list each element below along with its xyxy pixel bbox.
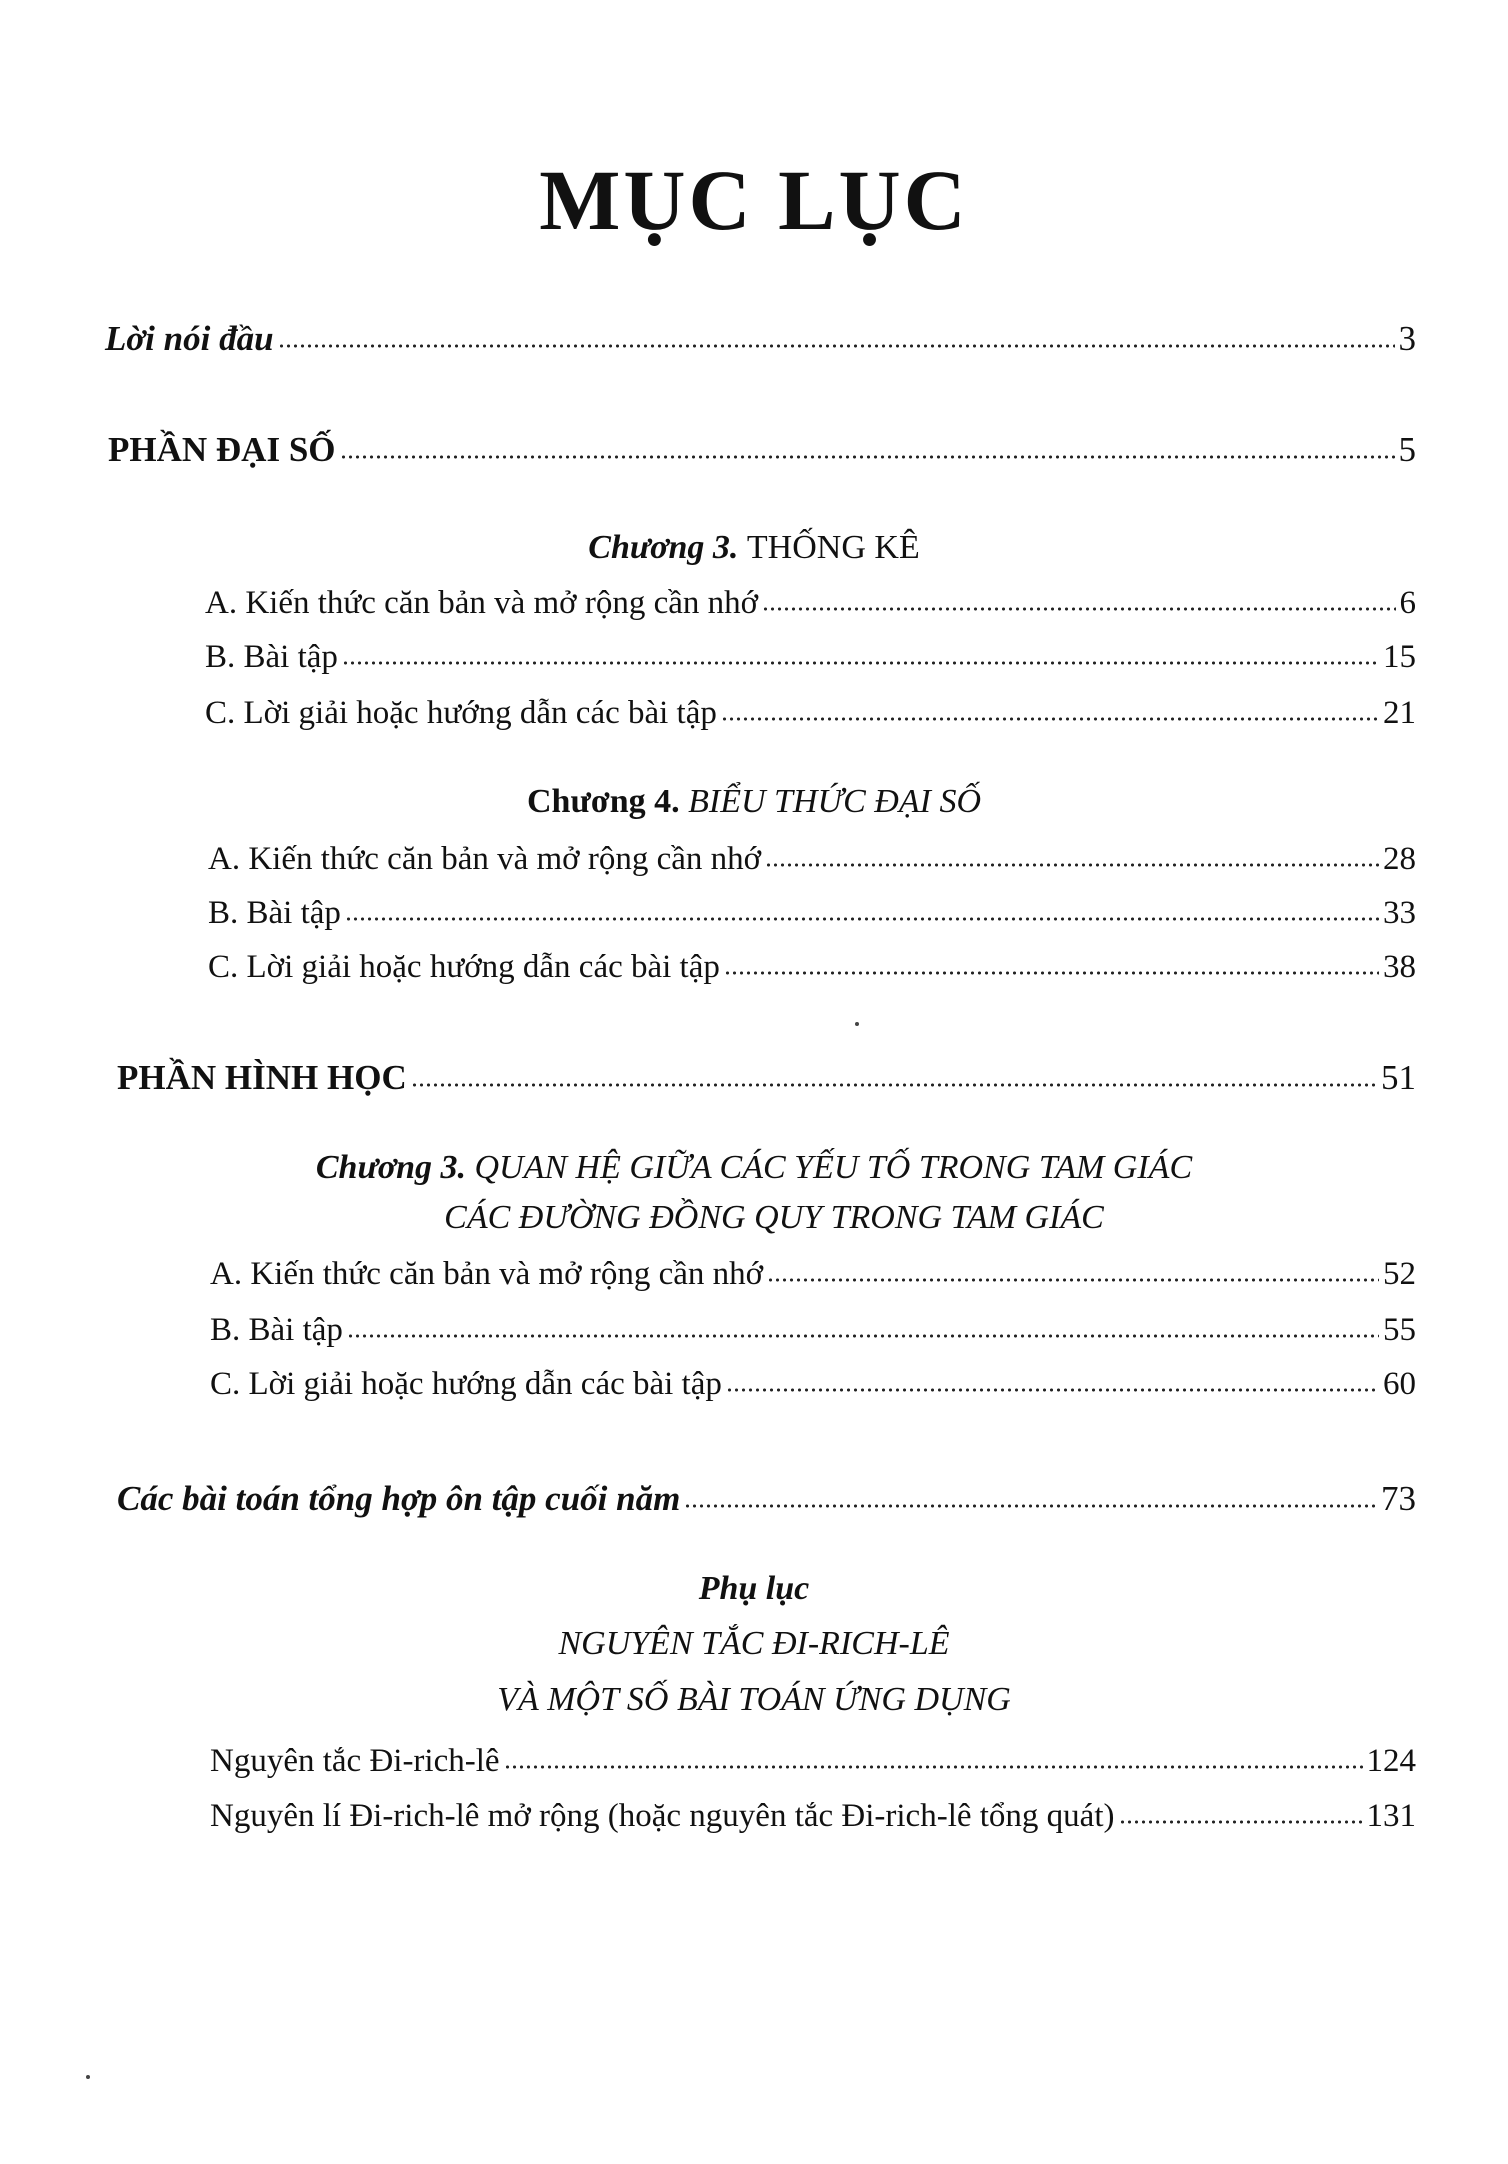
toc-entry-label: C. Lời giải hoặc hướng dẫn các bài tập [210, 1366, 722, 1402]
toc-entry-page: 60 [1383, 1366, 1416, 1402]
appendix-title-text: Phụ lục [698, 1570, 810, 1607]
toc-entry-label: C. Lời giải hoặc hướng dẫn các bài tập [205, 695, 717, 731]
toc-entry-label: A. Kiến thức căn bản và mở rộng cần nhớ [205, 585, 759, 621]
toc-entry-algebra-4c [208, 946, 1416, 988]
leader-dots [345, 915, 1379, 923]
toc-entry-label: PHẦN HÌNH HỌC [117, 1058, 407, 1097]
toc-entry-label: A. Kiến thức căn bản và mở rộng cần nhớ [210, 1256, 764, 1292]
toc-entry-algebra-4a [208, 838, 1416, 880]
chapter-name: BIỂU THỨC ĐẠI SỐ [688, 783, 981, 820]
chapter-prefix: Chương 4. [527, 783, 680, 820]
toc-entry-algebra-4b [208, 892, 1416, 934]
leader-dots [684, 1502, 1377, 1510]
toc-entry-label: PHẦN ĐẠI SỐ [108, 430, 336, 469]
leader-dots [340, 453, 1395, 461]
toc-entry-page: 3 [1398, 319, 1416, 358]
leader-dots [726, 1386, 1379, 1394]
chapter-prefix: Chương 3. [315, 1149, 466, 1186]
chapter-heading-algebra-3 [0, 526, 1508, 570]
toc-entry-page: 15 [1383, 639, 1416, 675]
toc-entry-page: 124 [1366, 1743, 1416, 1779]
leader-dots [767, 1276, 1379, 1284]
leader-dots [411, 1081, 1377, 1089]
toc-entry-label: B. Bài tập [205, 639, 338, 675]
chapter-name-line-1: QUAN HỆ GIỮA CÁC YẾU TỐ TRONG TAM GIÁC [474, 1149, 1193, 1186]
toc-entry-label: Nguyên tắc Đi-rich-lê [210, 1743, 500, 1779]
toc-entry-geometry [117, 1057, 1416, 1099]
toc-entry-page: 131 [1366, 1798, 1416, 1834]
leader-dots [721, 715, 1379, 723]
toc-entry-page: 52 [1383, 1256, 1416, 1292]
toc-entry-algebra-3c [205, 692, 1416, 734]
toc-entry-review [117, 1478, 1416, 1520]
leader-dots [724, 969, 1379, 977]
chapter-heading-geometry-3 [0, 1146, 1508, 1190]
appendix-subtitle-text-2: VÀ MỘT SỐ BÀI TOÁN ỨNG DỤNG [497, 1681, 1011, 1718]
toc-entry-page: 55 [1383, 1312, 1416, 1348]
toc-entry-page: 6 [1399, 585, 1416, 621]
toc-entry-geometry-3b [210, 1309, 1416, 1351]
toc-entry-algebra [108, 429, 1416, 471]
leader-dots [504, 1763, 1363, 1771]
appendix-subtitle-text-1: NGUYÊN TẮC ĐI-RICH-LÊ [558, 1625, 950, 1662]
toc-entry-label: A. Kiến thức căn bản và mở rộng cần nhớ [208, 841, 762, 877]
appendix-title [0, 1567, 1508, 1611]
leader-dots [342, 659, 1379, 667]
toc-entry-appendix-1 [210, 1740, 1416, 1782]
scan-speck [86, 2075, 90, 2079]
toc-entry-page: 51 [1381, 1058, 1416, 1097]
chapter-heading-algebra-4 [0, 780, 1508, 824]
toc-entry-page: 28 [1383, 841, 1416, 877]
chapter-name-line-2: CÁC ĐƯỜNG ĐỒNG QUY TRONG TAM GIÁC [444, 1199, 1104, 1236]
toc-entry-label: C. Lời giải hoặc hướng dẫn các bài tập [208, 949, 720, 985]
toc-entry-label: Các bài toán tổng hợp ôn tập cuối năm [117, 1479, 681, 1518]
toc-entry-preface [105, 318, 1416, 360]
toc-entry-label: B. Bài tập [210, 1312, 343, 1348]
chapter-name: THỐNG KÊ [746, 529, 920, 566]
chapter-prefix: Chương 3. [588, 529, 739, 566]
toc-entry-page: 33 [1383, 895, 1416, 931]
toc-entry-appendix-2 [210, 1795, 1416, 1837]
toc-entry-label: B. Bài tập [208, 895, 341, 931]
leader-dots [1119, 1818, 1363, 1826]
scan-speck [855, 1022, 859, 1026]
toc-entry-geometry-3c [210, 1363, 1416, 1405]
toc-entry-page: 21 [1383, 695, 1416, 731]
page-title: MỤC LỤC [539, 152, 969, 248]
leader-dots [278, 342, 1395, 350]
toc-entry-page: 73 [1381, 1479, 1416, 1518]
toc-entry-page: 38 [1383, 949, 1416, 985]
chapter-heading-geometry-3-line-2 [0, 1196, 1508, 1240]
toc-entry-page: 5 [1398, 430, 1416, 469]
toc-entry-label: Nguyên lí Đi-rich-lê mở rộng (hoặc nguyên tắc Đi-rich-lê tổng quát) [210, 1798, 1115, 1834]
leader-dots [347, 1332, 1379, 1340]
leader-dots [762, 605, 1395, 613]
toc-entry-label: Lời nói đầu [105, 319, 274, 358]
appendix-subtitle-line-2 [0, 1678, 1508, 1722]
toc-entry-algebra-3b [205, 636, 1416, 678]
appendix-subtitle-line-1 [0, 1622, 1508, 1666]
leader-dots [765, 861, 1379, 869]
toc-entry-algebra-3a [205, 582, 1416, 624]
toc-entry-geometry-3a [210, 1253, 1416, 1295]
